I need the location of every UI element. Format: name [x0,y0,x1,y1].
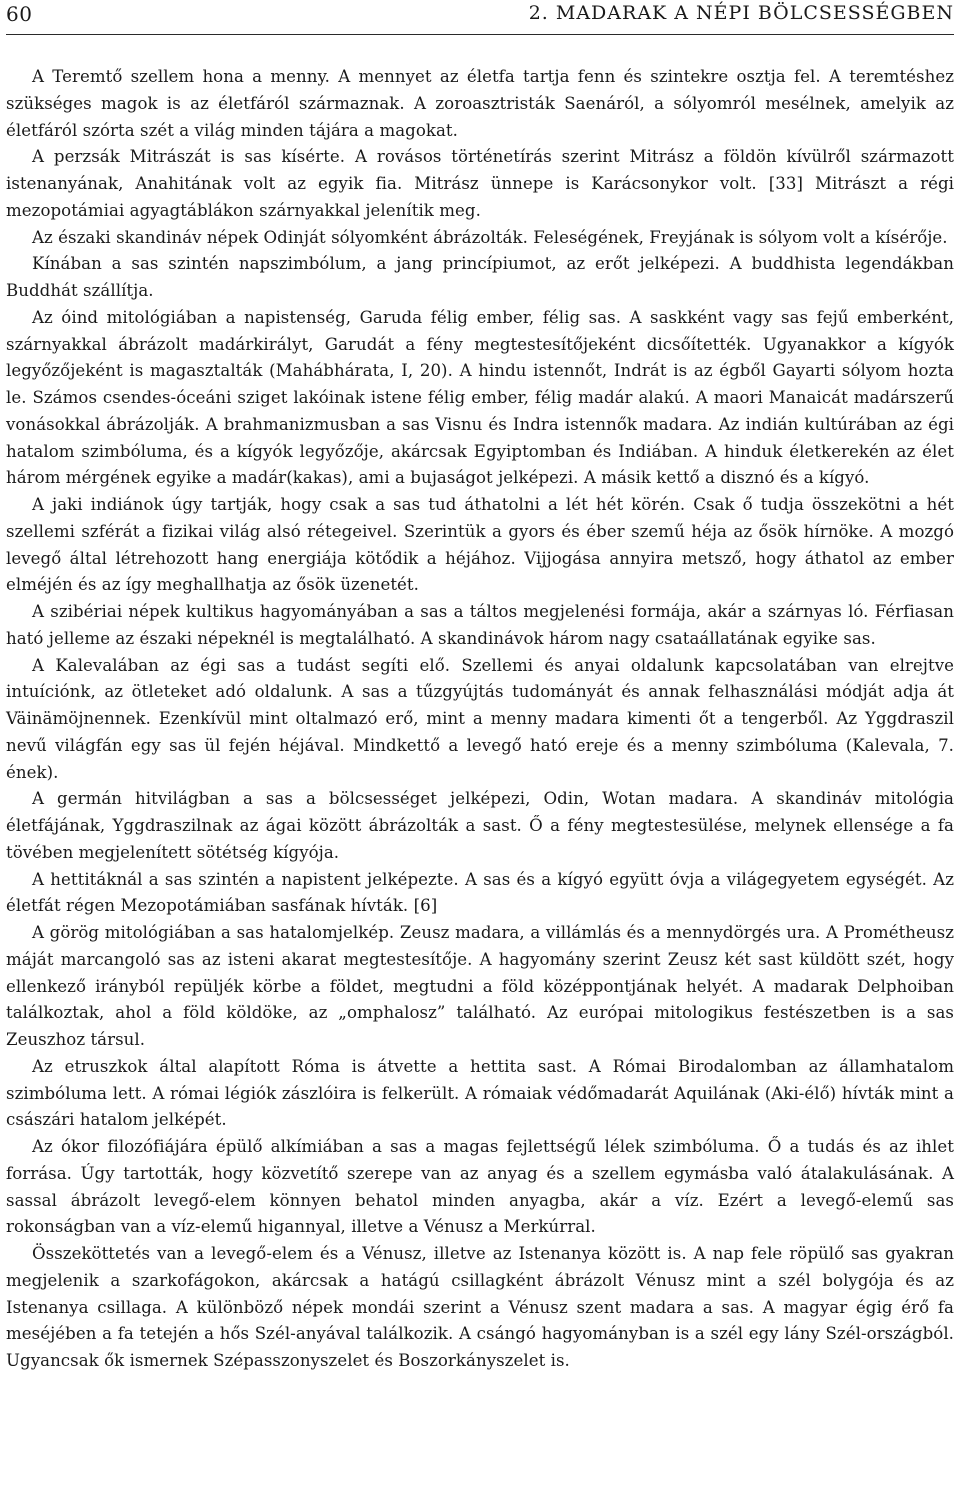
paragraph: A Kalevalában az égi sas a tudást segíti elő. Szellemi és anyai oldalunk kapcsolatában van elrejtve intuíciónk, az ötleteket adó oldalunk. A sas a tűzgyújtás tudományát és annak felhasználási módját adja át Väinämöjnennek. Ezenkívül mint oltalmazó erő, mint a menny madara kimenti őt a tengerből. Az Yggdraszil nevű világfán egy sas ül fején héjával. Mindkettő a levegő ható ereje és a menny szimbóluma (Kalevala, 7. ének). [6,655,954,782]
paragraph: A Teremtő szellem hona a menny. A mennyet az életfa tartja fenn és szintekre osztja fel. A teremtéshez szükséges magok is az életfáról származnak. A zoroasztristák Saenáról, a sólyomról mesélnek, amelyik az életfáról szórta szét a világ minden tájára a magokat. [6,67,954,140]
page-number: 60 [6,2,33,26]
paragraph: A hettitáknál a sas szintén a napistent jelképezte. A sas és a kígyó együtt óvja a világegyetem egységét. Az életfát régen Mezopotámiában sasfának hívták. [6] [6,869,954,916]
paragraph: A szibériai népek kultikus hagyományában a sas a táltos megjelenési formája, akár a szárnyas ló. Férfiasan ható jelleme az északi népeknél is megtalálható. A skandinávok három nagy csataállatának egyike sas. [6,602,954,648]
chapter-title: 2. MADARAK A NÉPI BÖLCSESSÉGBEN [528,2,954,24]
paragraph: Az óind mitológiában a napistenség, Garuda félig ember, félig sas. A saskként vagy sas fejű emberként, szárnyakkal ábrázolt madárkirályt, Garudát a fény megtestesítőjeként dicsőítették. Ugyanakkor a kígyók legyőzőjeként is magasztalták (Mahábhárata, I, 20). A hindu istennőt, Indrát is az égből Gayarti sólyom hozta le. Számos csendes-óceáni sziget lakóinak istene félig ember, félig madár alakú. A maori Manaicát madárszerű vonásokkal ábrázolják. A brahmanizmusban a sas Visnu és Indra istennők madara. Az indián kultúrában az égi hatalom szimbóluma, és a kígyók legyőzője, akárcsak Egyiptomban és Indiában. A hinduk életkerekén az élet három mérgének egyike a madár(kakas), ami a bujaságot jelképezi. A másik kettő a disznó és a kígyó. [6,307,954,488]
paragraph: A jaki indiánok úgy tartják, hogy csak a sas tud áthatolni a lét hét körén. Csak ő tudja összekötni a hét szellemi szférát a fizikai világ alsó rétegeivel. Szerintük a gyors és éber szemű héja az ősök hírnöke. A mozgó levegő által létrehozott hang energiája kötődik a héjához. Vijjogása annyira metsző, hogy áthatol az ember elméjén és az így meghallhatja az ősök üzenetét. [6,495,954,595]
paragraph: A görög mitológiában a sas hatalomjelkép. Zeusz madara, a villámlás és a mennydörgés ura. A Prométheusz máját marcangoló sas az isteni akarat megtestesítője. A hagyomány szerint Zeusz két sast küldött szét, hogy ellenkező irányból repüljék körbe a földet, megtudni a föld középpontjának helyét. A madarak Delphoiban találkoztak, ahol a föld köldöke, az „omphalosz” található. Az európai mitologikus festészetben is a sas Zeuszhoz társul. [6,923,954,1049]
paragraph: Kínában a sas szintén napszimbólum, a jang princípiumot, az erőt jelképezi. A buddhista legendákban Buddhát szállítja. [6,254,954,300]
paragraph: Összeköttetés van a levegő-elem és a Vénusz, illetve az Istenanya között is. A nap fele röpülő sas gyakran megjelenik a szarkofágokon, akárcsak a hatágú csillagként ábrázolt Vénusz mint a szél bolygója és az Istenanya csillaga. A különböző népek mondái szerint a Vénusz szent madara a sas. A magyar égig érő fa meséjében a fa tetején a hős Szél-anyával találkozik. A csángó hagyományban is a szél egy lány Szél-országból. Ugyancsak ők ismernek Szépasszonyszelet és Boszorkányszelet is. [6,1244,954,1370]
paragraph: A germán hitvilágban a sas a bölcsességet jelképezi, Odin, Wotan madara. A skandináv mitológia életfájának, Yggdraszilnak az ágai között ábrázolták a sast. Ő a fény megtestesülése, melynek ellensége a fa tövében megjelenített sötétség kígyója. [6,789,954,862]
paragraph: A perzsák Mitrászát is sas kísérte. A rovásos történetírás szerint Mitrász a földön kívülről származott istenanyának, Anahitának volt az egyik fia. Mitrász ünnepe is Karácsonykor volt. [33] Mitrászt a régi mezopotámiai agyagtáblákon szárnyakkal jelenítik meg. [6,147,954,220]
paragraph: Az etruszkok által alapított Róma is átvette a hettita sast. A Római Birodalomban az államhatalom szimbóluma lett. A római légiók zászlóira is felkerült. A rómaiak védőmadarát Aquilának (Aki-élő) hívták mint a császári hatalom jelképét. [6,1056,954,1130]
paragraph: Az ókor filozófiájára épülő alkímiában a sas a magas fejlettségű lélek szimbóluma. Ő a tudás és az ihlet forrása. Úgy tartották, hogy közvetítő szerepe van az anyag és a szellem egymásba való átalakulásának. A sassal ábrázolt levegő-elem könnyen behatol minden anyagba, akár a víz. Ezért a levegő-elemű sas rokonságban van a víz-elemű higannyal, illetve a Vénusz a Merkúrral. [6,1137,954,1237]
paragraph: Az északi skandináv népek Odinját sólyomként ábrázolták. Feleségének, Freyjának is sólyom volt a kísérője. [32,227,948,247]
body-text [6,64,954,1375]
running-head [6,0,954,35]
